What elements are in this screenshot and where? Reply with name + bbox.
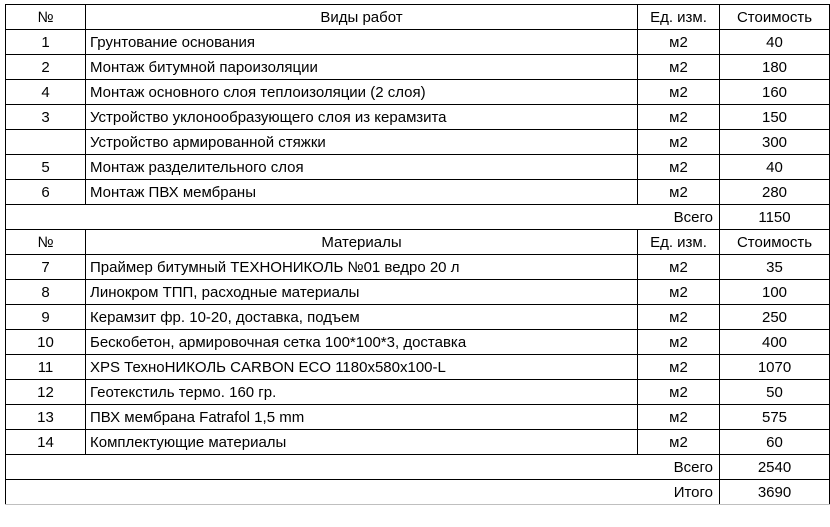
materials-total-row xyxy=(6,455,830,480)
works-total-label: Всего xyxy=(638,205,720,230)
row-unit: м2 xyxy=(638,80,720,105)
row-unit: м2 xyxy=(638,330,720,355)
row-name: Линокром ТПП, расходные материалы xyxy=(86,280,638,305)
row-num: 14 xyxy=(6,430,86,455)
table-row xyxy=(6,355,830,380)
row-unit: м2 xyxy=(638,30,720,55)
row-num: 5 xyxy=(6,155,86,180)
table-row xyxy=(6,305,830,330)
works-header-num: № xyxy=(6,5,86,30)
materials-header-name: Материалы xyxy=(86,230,638,255)
row-num xyxy=(6,130,86,155)
row-name: Комплектующие материалы xyxy=(86,430,638,455)
row-unit: м2 xyxy=(638,380,720,405)
row-cost: 35 xyxy=(720,255,830,280)
row-num: 3 xyxy=(6,105,86,130)
row-unit: м2 xyxy=(638,355,720,380)
row-num: 1 xyxy=(6,30,86,55)
table-row xyxy=(6,155,830,180)
empty-cell xyxy=(6,455,86,480)
works-total-value: 1150 xyxy=(720,205,830,230)
table-row xyxy=(6,430,830,455)
materials-header-unit: Ед. изм. xyxy=(638,230,720,255)
materials-header-cost: Стоимость xyxy=(720,230,830,255)
row-name: ПВХ мембрана Fatrafol 1,5 mm xyxy=(86,405,638,430)
row-unit: м2 xyxy=(638,430,720,455)
row-cost: 40 xyxy=(720,155,830,180)
row-cost: 300 xyxy=(720,130,830,155)
row-cost: 280 xyxy=(720,180,830,205)
row-name: Монтаж основного слоя теплоизоляции (2 слоя) xyxy=(86,80,638,105)
row-name: Керамзит фр. 10-20, доставка, подъем xyxy=(86,305,638,330)
row-name: Устройство уклонообразующего слоя из керамзита xyxy=(86,105,638,130)
table-row xyxy=(6,405,830,430)
row-num: 10 xyxy=(6,330,86,355)
row-name: Праймер битумный ТЕХНОНИКОЛЬ №01 ведро 20 л xyxy=(86,255,638,280)
row-num: 6 xyxy=(6,180,86,205)
row-cost: 60 xyxy=(720,430,830,455)
row-name: Монтаж разделительного слоя xyxy=(86,155,638,180)
row-cost: 150 xyxy=(720,105,830,130)
row-num: 7 xyxy=(6,255,86,280)
row-cost: 180 xyxy=(720,55,830,80)
table-row xyxy=(6,180,830,205)
table-row xyxy=(6,255,830,280)
table-row xyxy=(6,55,830,80)
empty-cell xyxy=(6,480,86,505)
row-cost: 575 xyxy=(720,405,830,430)
table-row xyxy=(6,330,830,355)
row-num: 12 xyxy=(6,380,86,405)
table-row xyxy=(6,280,830,305)
row-unit: м2 xyxy=(638,130,720,155)
row-name: XPS ТехноНИКОЛЬ CARBON ECO 1180x580x100-L xyxy=(86,355,638,380)
table-row xyxy=(6,105,830,130)
row-unit: м2 xyxy=(638,155,720,180)
row-num: 2 xyxy=(6,55,86,80)
materials-header-num: № xyxy=(6,230,86,255)
empty-cell xyxy=(6,205,86,230)
materials-section xyxy=(6,230,830,505)
row-cost: 400 xyxy=(720,330,830,355)
row-unit: м2 xyxy=(638,305,720,330)
estimate-table xyxy=(5,4,830,505)
table-row xyxy=(6,130,830,155)
works-header-name: Виды работ xyxy=(86,5,638,30)
row-cost: 250 xyxy=(720,305,830,330)
row-name: Грунтование основания xyxy=(86,30,638,55)
row-unit: м2 xyxy=(638,180,720,205)
grand-total-label: Итого xyxy=(638,480,720,505)
row-name: Монтаж битумной пароизоляции xyxy=(86,55,638,80)
row-name: Геотекстиль термо. 160 гр. xyxy=(86,380,638,405)
works-header-unit: Ед. изм. xyxy=(638,5,720,30)
row-num: 8 xyxy=(6,280,86,305)
works-section xyxy=(6,5,830,230)
table-row xyxy=(6,380,830,405)
works-total-row xyxy=(6,205,830,230)
row-unit: м2 xyxy=(638,280,720,305)
row-num: 9 xyxy=(6,305,86,330)
row-num: 11 xyxy=(6,355,86,380)
table-row xyxy=(6,30,830,55)
row-name: Монтаж ПВХ мембраны xyxy=(86,180,638,205)
row-cost: 100 xyxy=(720,280,830,305)
row-num: 4 xyxy=(6,80,86,105)
row-unit: м2 xyxy=(638,105,720,130)
row-cost: 40 xyxy=(720,30,830,55)
empty-cell xyxy=(86,205,638,230)
table-row xyxy=(6,80,830,105)
materials-total-label: Всего xyxy=(638,455,720,480)
row-unit: м2 xyxy=(638,405,720,430)
works-header-cost: Стоимость xyxy=(720,5,830,30)
row-cost: 160 xyxy=(720,80,830,105)
works-header-row xyxy=(6,5,830,30)
grand-total-row xyxy=(6,480,830,505)
empty-cell xyxy=(86,455,638,480)
materials-total-value: 2540 xyxy=(720,455,830,480)
grand-total-value: 3690 xyxy=(720,480,830,505)
row-unit: м2 xyxy=(638,255,720,280)
empty-cell xyxy=(86,480,638,505)
row-cost: 1070 xyxy=(720,355,830,380)
row-cost: 50 xyxy=(720,380,830,405)
materials-header-row xyxy=(6,230,830,255)
row-unit: м2 xyxy=(638,55,720,80)
row-name: Устройство армированной стяжки xyxy=(86,130,638,155)
row-num: 13 xyxy=(6,405,86,430)
row-name: Бескобетон, армировочная сетка 100*100*3, доставка xyxy=(86,330,638,355)
